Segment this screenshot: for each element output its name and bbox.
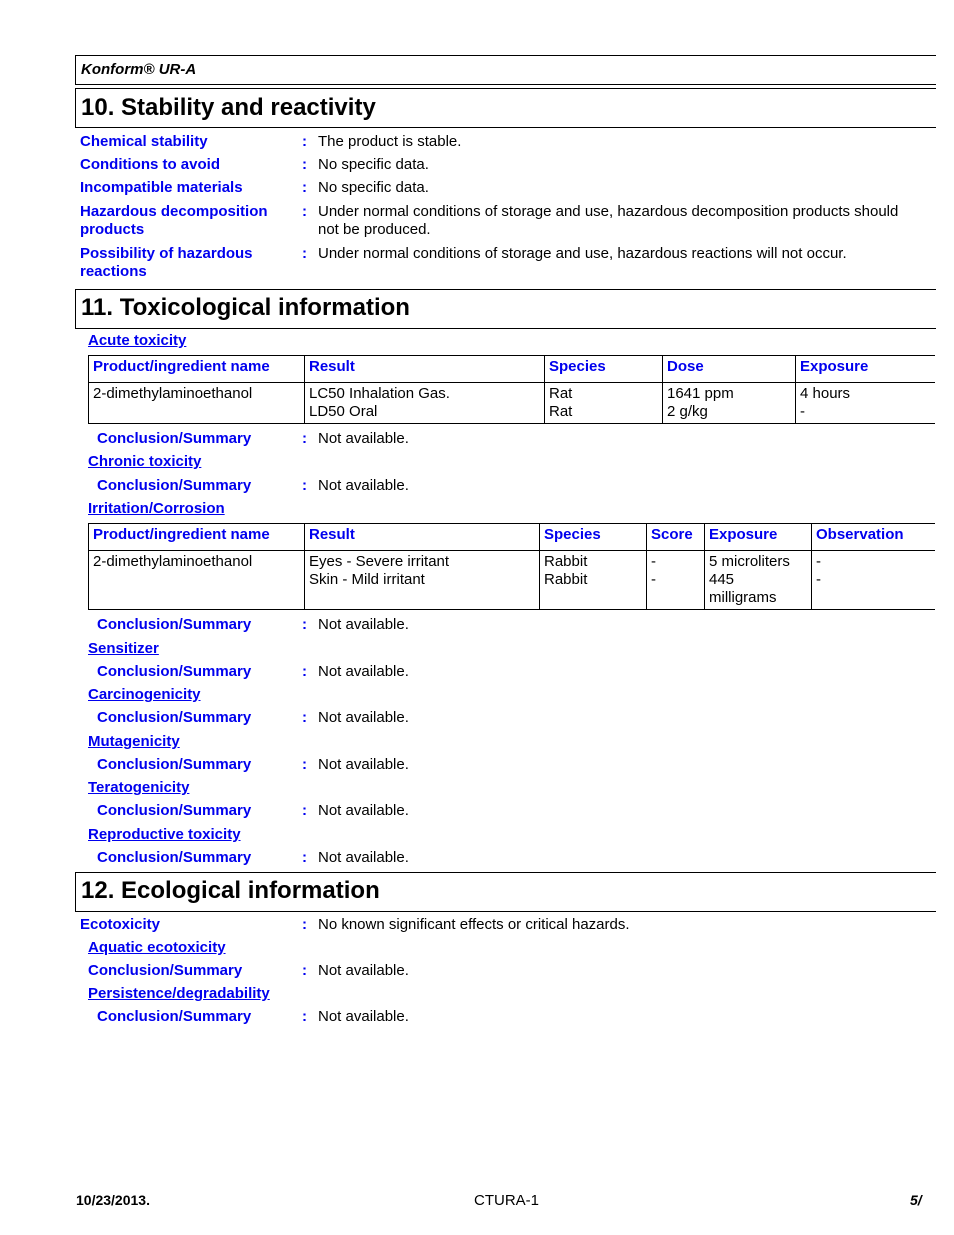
colon: : — [302, 756, 307, 773]
colon: : — [302, 245, 307, 262]
cell-name: 2-dimethylaminoethanol — [89, 551, 305, 610]
link-teratogenicity[interactable]: Teratogenicity — [88, 779, 190, 796]
cell-line: LD50 Oral — [309, 403, 378, 420]
cell-result — [305, 383, 545, 424]
colon: : — [302, 477, 307, 494]
section-10-header — [75, 88, 936, 128]
link-chronic-toxicity[interactable]: Chronic toxicity — [88, 453, 202, 470]
link-irritation-corrosion[interactable]: Irritation/Corrosion — [88, 500, 225, 517]
irritation-table — [88, 523, 935, 610]
cell-line: 445 — [709, 571, 735, 588]
section-12-title: 12. Ecological information — [81, 877, 380, 904]
colon: : — [302, 663, 307, 680]
colon: : — [302, 133, 307, 150]
link-persistence-degradability[interactable]: Persistence/degradability — [88, 985, 270, 1002]
section-12-header — [75, 872, 936, 912]
conclusion-value: Not available. — [318, 802, 409, 819]
value-line: not be produced. — [318, 221, 431, 238]
colon: : — [302, 203, 307, 220]
link-mutagenicity[interactable]: Mutagenicity — [88, 733, 180, 750]
label-ecotoxicity: Ecotoxicity — [80, 916, 161, 933]
value-chemical-stability: The product is stable. — [318, 133, 462, 150]
col-header: Species — [545, 356, 663, 383]
value-ecotoxicity: No known significant effects or critical hazards. — [318, 916, 630, 933]
label-conditions-to-avoid: Conditions to avoid — [80, 156, 220, 173]
value-possibility-of-hazardous-reactions: Under normal conditions of storage and use, hazardous reactions will not occur. — [318, 245, 847, 262]
label-hazardous-decomposition — [80, 203, 268, 239]
label-incompatible-materials: Incompatible materials — [80, 179, 243, 196]
conclusion-value: Not available. — [318, 616, 409, 633]
col-header: Product/ingredient name — [89, 524, 305, 551]
footer-page: 5/ — [910, 1192, 922, 1208]
link-reproductive-toxicity[interactable]: Reproductive toxicity — [88, 826, 241, 843]
conclusion-value: Not available. — [318, 1008, 409, 1025]
conclusion-value: Not available. — [318, 430, 409, 447]
value-incompatible-materials: No specific data. — [318, 179, 429, 196]
conclusion-value: Not available. — [318, 477, 409, 494]
cell-line: Rat — [549, 385, 573, 402]
link-acute-toxicity[interactable]: Acute toxicity — [88, 332, 187, 349]
cell-name: 2-dimethylaminoethanol — [89, 383, 305, 424]
cell-line: LC50 Inhalation Gas. — [309, 385, 450, 402]
table-row — [89, 383, 936, 424]
conclusion-label: Conclusion/Summary — [97, 430, 252, 447]
conclusion-value: Not available. — [318, 756, 409, 773]
cell-exposure — [796, 383, 936, 424]
section-11-title: 11. Toxicological information — [81, 294, 410, 321]
colon: : — [302, 616, 307, 633]
colon: : — [302, 849, 307, 866]
table-row — [89, 551, 936, 610]
label-chemical-stability: Chemical stability — [80, 133, 208, 150]
conclusion-label: Conclusion/Summary — [97, 849, 252, 866]
col-header: Species — [540, 524, 647, 551]
label-line: reactions — [80, 263, 147, 280]
col-header: Score — [647, 524, 705, 551]
conclusion-label: Conclusion/Summary — [97, 709, 252, 726]
col-header: Result — [305, 524, 540, 551]
conclusion-value: Not available. — [318, 962, 409, 979]
label-line: Possibility of hazardous — [80, 245, 253, 262]
cell-species — [545, 383, 663, 424]
conclusion-label: Conclusion/Summary — [88, 962, 243, 979]
cell-line: - — [816, 571, 821, 588]
col-header: Exposure — [705, 524, 812, 551]
cell-line: milligrams — [709, 589, 777, 606]
conclusion-value: Not available. — [318, 663, 409, 680]
value-conditions-to-avoid: No specific data. — [318, 156, 429, 173]
link-carcinogenicity[interactable]: Carcinogenicity — [88, 686, 201, 703]
col-header: Exposure — [796, 356, 936, 383]
cell-line: 2 g/kg — [667, 403, 708, 420]
colon: : — [302, 179, 307, 196]
label-line: products — [80, 221, 145, 238]
link-aquatic-ecotoxicity[interactable]: Aquatic ecotoxicity — [88, 939, 226, 956]
label-possibility-of-hazardous-reactions — [80, 245, 253, 281]
cell-result — [305, 551, 540, 610]
cell-score — [647, 551, 705, 610]
colon: : — [302, 962, 307, 979]
cell-line: - — [800, 403, 805, 420]
cell-line: 1641 ppm — [667, 385, 734, 402]
cell-species — [540, 551, 647, 610]
link-sensitizer[interactable]: Sensitizer — [88, 640, 159, 657]
cell-dose — [663, 383, 796, 424]
colon: : — [302, 1008, 307, 1025]
cell-line: 4 hours — [800, 385, 851, 402]
footer-date: 10/23/2013. — [76, 1192, 150, 1208]
conclusion-label: Conclusion/Summary — [97, 477, 252, 494]
cell-line: - — [651, 571, 656, 588]
cell-line: - — [651, 553, 656, 570]
colon: : — [302, 916, 307, 933]
section-11-header — [75, 289, 936, 329]
col-header: Result — [305, 356, 545, 383]
document-header — [75, 55, 936, 85]
colon: : — [302, 802, 307, 819]
col-header: Dose — [663, 356, 796, 383]
acute-toxicity-table — [88, 355, 935, 424]
cell-line: 5 microliters — [709, 553, 790, 570]
colon: : — [302, 430, 307, 447]
label-line: Hazardous decomposition — [80, 203, 268, 220]
cell-line: Rat — [549, 403, 573, 420]
col-header: Product/ingredient name — [89, 356, 305, 383]
colon: : — [302, 156, 307, 173]
cell-line: Rabbit — [544, 553, 588, 570]
cell-observation — [812, 551, 936, 610]
conclusion-label: Conclusion/Summary — [97, 756, 252, 773]
cell-line: Rabbit — [544, 571, 588, 588]
conclusion-label: Conclusion/Summary — [97, 616, 252, 633]
conclusion-value: Not available. — [318, 849, 409, 866]
product-name: Konform® UR-A — [81, 61, 197, 78]
section-10-title: 10. Stability and reactivity — [81, 94, 376, 121]
value-hazardous-decomposition — [318, 203, 898, 239]
colon: : — [302, 709, 307, 726]
cell-line: Eyes - Severe irritant — [309, 553, 450, 570]
value-line: Under normal conditions of storage and use, hazardous decomposition products should — [318, 203, 899, 220]
footer-code: CTURA-1 — [474, 1192, 540, 1209]
cell-line: - — [816, 553, 821, 570]
cell-line: Skin - Mild irritant — [309, 571, 425, 588]
conclusion-label: Conclusion/Summary — [97, 802, 252, 819]
conclusion-label: Conclusion/Summary — [97, 663, 252, 680]
col-header: Observation — [812, 524, 936, 551]
conclusion-value: Not available. — [318, 709, 409, 726]
cell-exposure — [705, 551, 812, 610]
conclusion-label: Conclusion/Summary — [97, 1008, 252, 1025]
